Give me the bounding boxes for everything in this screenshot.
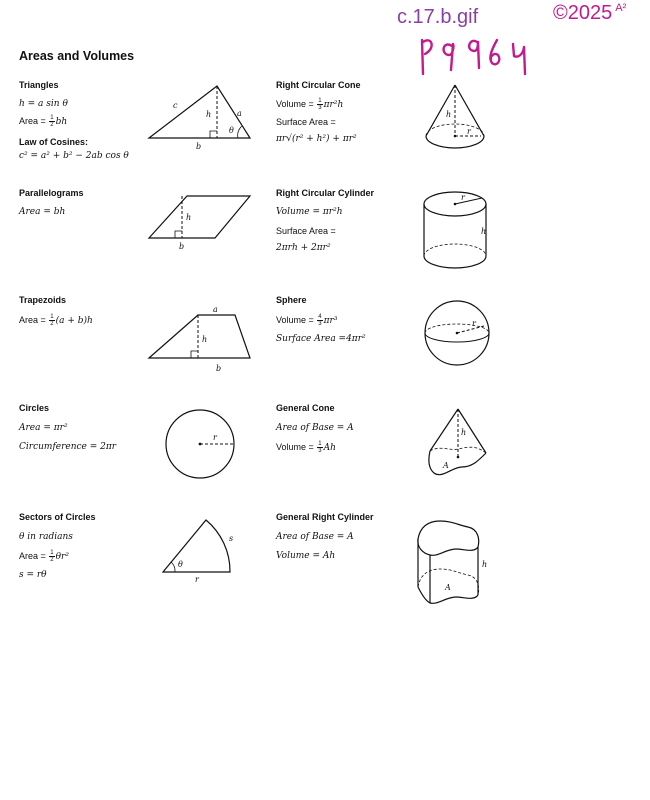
trapezoid-area-formula: Area = $\frac{1}{2}$ (a + b)h xyxy=(19,314,93,327)
parallelogram-area-formula: Area = bh xyxy=(19,207,66,217)
sphere-label-r: r xyxy=(472,319,476,328)
cylinder-volume-formula: Volume = πr²h xyxy=(276,207,343,217)
right-cylinder-figure xyxy=(415,188,497,273)
parallelograms-heading: Parallelograms xyxy=(19,188,84,198)
triangle-label-a: a xyxy=(237,109,242,118)
sector-arc-formula: s = rθ xyxy=(19,570,47,580)
sector-label-s: s xyxy=(229,534,234,543)
circle-circumference-formula: Circumference = 2πr xyxy=(19,442,117,452)
triangle-label-b: b xyxy=(196,142,202,151)
general-cylinder-volume-formula: Volume = Ah xyxy=(276,551,336,561)
sphere-figure xyxy=(420,296,495,371)
sector-area-formula: Area = $\frac{1}{2}$ θr² xyxy=(19,550,69,563)
general-cone-label-A: A xyxy=(443,461,449,470)
general-cone-label-h: h xyxy=(461,428,467,437)
sector-label-r: r xyxy=(195,575,199,584)
parallelogram-figure xyxy=(140,188,260,258)
cylinder-label-h: h xyxy=(481,227,487,236)
trapezoids-heading: Trapezoids xyxy=(19,295,67,305)
triangle-height-formula: h = a sin θ xyxy=(19,99,68,109)
cone-volume-formula: Volume = $\frac{1}{3}$ πr²h xyxy=(276,98,344,111)
general-cylinder-base-formula: Area of Base = A xyxy=(276,532,354,542)
cylinder-surface-area-formula: 2πrh + 2πr² xyxy=(276,243,331,253)
cylinder-surface-area-label: Surface Area = xyxy=(276,226,336,236)
general-cylinder-label-h: h xyxy=(482,560,488,569)
sphere-volume-formula: Volume = $\frac{4}{3}$ πr³ xyxy=(276,314,338,327)
triangles-heading: Triangles xyxy=(19,80,59,90)
sector-radians-note: θ in radians xyxy=(19,532,73,542)
triangle-label-c: c xyxy=(173,101,178,110)
cylinder-heading: Right Circular Cylinder xyxy=(276,188,375,198)
copyright-symbol: © xyxy=(553,2,568,24)
circle-area-formula: Area = πr² xyxy=(19,423,68,433)
law-of-cosines-formula: c² = a² + b² − 2ab cos θ xyxy=(19,151,129,161)
trapezoid-figure xyxy=(140,300,260,380)
general-cylinder-label-A: A xyxy=(445,583,451,592)
copyright-mark: A² xyxy=(615,2,627,14)
sectors-heading: Sectors of Circles xyxy=(19,512,96,522)
triangle-label-theta: θ xyxy=(229,126,234,135)
circle-label-r: r xyxy=(213,433,217,442)
sector-figure xyxy=(155,510,245,590)
trapezoid-label-h: h xyxy=(202,335,208,344)
copyright-year: 2025 xyxy=(567,2,613,24)
cone-label-h: h xyxy=(446,110,452,119)
parallelogram-label-h: h xyxy=(186,213,192,222)
filename-stamp: c.17.b.gif xyxy=(397,6,479,28)
copyright-stamp xyxy=(553,2,626,25)
triangle-figure xyxy=(140,80,260,160)
general-cylinder-figure xyxy=(412,515,494,615)
trapezoid-label-a: a xyxy=(213,305,218,314)
sphere-surface-area-formula: Surface Area =4πr² xyxy=(276,334,366,344)
general-cone-volume-formula: Volume = $\frac{1}{3}$ Ah xyxy=(276,441,336,454)
general-cone-figure xyxy=(418,405,498,480)
circles-heading: Circles xyxy=(19,403,50,413)
sphere-heading: Sphere xyxy=(276,295,307,305)
cone-label-r: r xyxy=(467,127,471,136)
general-cylinder-heading: General Right Cylinder xyxy=(276,512,374,522)
triangle-area-formula: Area = $\frac{1}{2}$ bh xyxy=(19,115,68,128)
cone-surface-area-label: Surface Area = xyxy=(276,117,336,127)
triangle-label-h: h xyxy=(206,110,212,119)
circle-figure xyxy=(160,405,240,485)
page-title: Areas and Volumes xyxy=(19,49,135,63)
sector-label-theta: θ xyxy=(178,560,183,569)
handwritten-page-note xyxy=(418,34,538,84)
general-cone-heading: General Cone xyxy=(276,403,335,413)
cone-heading: Right Circular Cone xyxy=(276,80,361,90)
trapezoid-label-b: b xyxy=(216,364,222,373)
cylinder-label-r: r xyxy=(461,193,465,202)
general-cone-base-formula: Area of Base = A xyxy=(276,423,354,433)
right-cone-figure xyxy=(418,80,493,160)
law-of-cosines-label: Law of Cosines: xyxy=(19,137,89,147)
parallelogram-label-b: b xyxy=(179,242,185,251)
cone-surface-area-formula: πr√(r² + h²) + πr² xyxy=(276,134,357,144)
